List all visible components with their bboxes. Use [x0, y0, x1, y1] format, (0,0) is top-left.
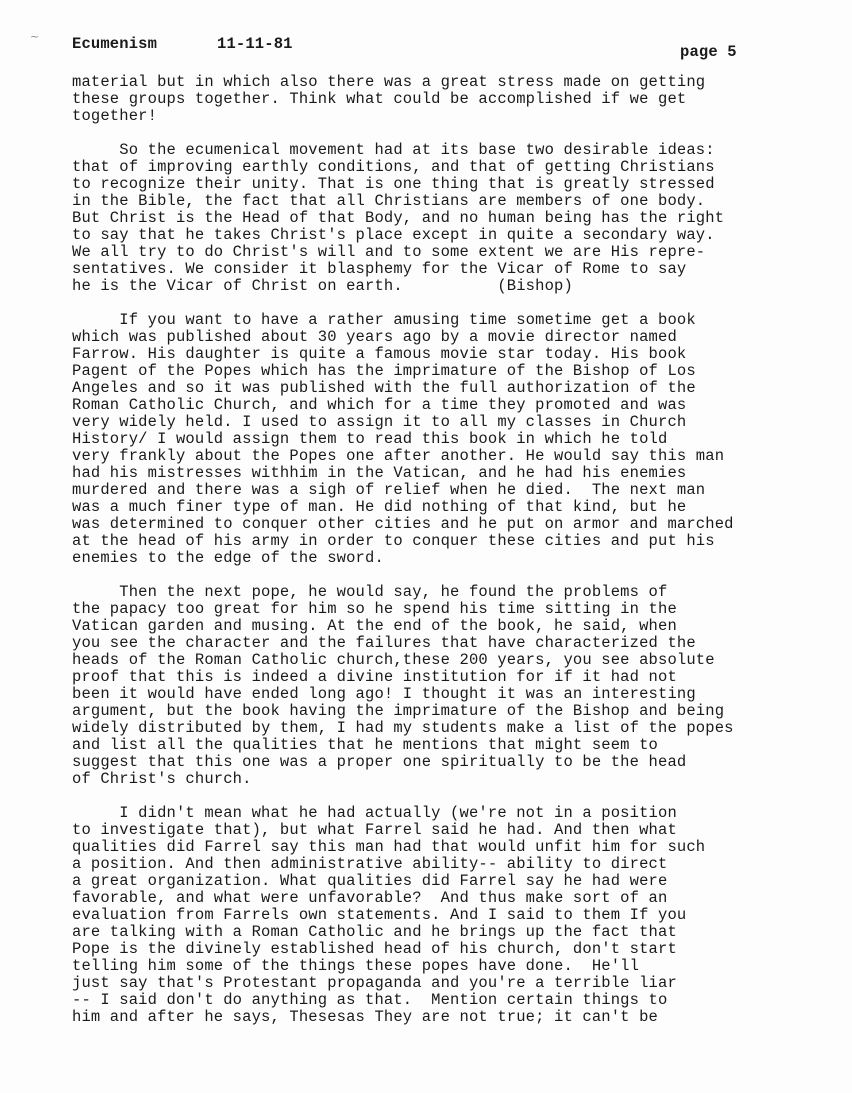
text-line: was a much finer type of man. He did nothing of that kind, but he: [72, 498, 687, 516]
text-line: sentatives. We consider it blasphemy for the Vicar of Rome to say: [72, 260, 687, 278]
text-line: enemies to the edge of the sword.: [72, 549, 384, 567]
text-line: together!: [72, 107, 158, 125]
text-line: had his mistresses withhim in the Vatican, and he had his enemies: [72, 464, 687, 482]
text-line: Vatican garden and musing. At the end of the book, he said, when: [72, 617, 677, 635]
page-number: page 5: [680, 43, 737, 61]
text-line: qualities did Farrel say this man had that would unfit him for such: [72, 838, 706, 856]
text-line: Then the next pope, he would say, he found the problems of: [72, 583, 668, 601]
text-line: Pagent of the Popes which has the imprimature of the Bishop of Los: [72, 362, 696, 380]
text-line: telling him some of the things these popes have done. He'll: [72, 957, 640, 975]
document-body: [72, 74, 812, 1043]
text-line: to recognize their unity. That is one thing that is greatly stressed: [72, 175, 715, 193]
text-line: I didn't mean what he had actually (we're not in a position: [72, 804, 677, 822]
text-line: murdered and there was a sigh of relief when he died. The next man: [72, 481, 706, 499]
text-line: and list all the qualities that he mentions that might seem to: [72, 736, 658, 754]
text-line: of Christ's church.: [72, 770, 252, 788]
text-line: heads of the Roman Catholic church,these 200 years, you see absolute: [72, 651, 715, 669]
paragraph: [72, 312, 812, 567]
paragraph: [72, 805, 812, 1026]
text-line: But Christ is the Head of that Body, and no human being has the right: [72, 209, 725, 227]
text-line: very widely held. I used to assign it to all my classes in Church: [72, 413, 687, 431]
text-line: you see the character and the failures that have characterized the: [72, 634, 696, 652]
text-line: -- I said don't do anything as that. Mention certain things to: [72, 991, 668, 1009]
text-line: Angeles and so it was published with the full authorization of the: [72, 379, 696, 397]
text-line: very frankly about the Popes one after another. He would say this man: [72, 447, 725, 465]
text-line: If you want to have a rather amusing time sometime get a book: [72, 311, 696, 329]
text-line: the papacy too great for him so he spend his time sitting in the: [72, 600, 677, 618]
paragraph: [72, 584, 812, 788]
text-line: just say that's Protestant propaganda and you're a terrible liar: [72, 974, 677, 992]
text-line: these groups together. Think what could be accomplished if we get: [72, 90, 687, 108]
text-line: evaluation from Farrels own statements. And I said to them If you: [72, 906, 687, 924]
paragraph: [72, 74, 812, 125]
text-line: was determined to conquer other cities and he put on armor and marched: [72, 515, 734, 533]
text-line: Pope is the divinely established head of his church, don't start: [72, 940, 677, 958]
text-line: in the Bible, the fact that all Christians are members of one body.: [72, 192, 706, 210]
text-line: been it would have ended long ago! I thought it was an interesting: [72, 685, 696, 703]
header-date: 11-11-81: [217, 35, 293, 53]
text-line: widely distributed by them, I had my students make a list of the popes: [72, 719, 734, 737]
text-line: to investigate that), but what Farrel said he had. And then what: [72, 821, 677, 839]
text-line: that of improving earthly conditions, and that of getting Christians: [72, 158, 715, 176]
text-line: to say that he takes Christ's place except in quite a secondary way.: [72, 226, 715, 244]
text-line: Farrow. His daughter is quite a famous movie star today. His book: [72, 345, 687, 363]
text-line: a position. And then administrative ability-- ability to direct: [72, 855, 668, 873]
margin-mark-icon: ~: [30, 30, 40, 43]
paragraph: [72, 142, 812, 295]
text-line: argument, but the book having the imprimature of the Bishop and being: [72, 702, 725, 720]
text-line: at the head of his army in order to conquer these cities and put his: [72, 532, 715, 550]
page-header: [72, 35, 772, 61]
text-line: History/ I would assign them to read this book in which he told: [72, 430, 668, 448]
text-line: are talking with a Roman Catholic and he brings up the fact that: [72, 923, 677, 941]
text-line: proof that this is indeed a divine institution for if it had not: [72, 668, 677, 686]
text-line: he is the Vicar of Christ on earth. (Bishop): [72, 277, 573, 295]
text-line: which was published about 30 years ago by a movie director named: [72, 328, 677, 346]
text-line: him and after he says, Thesesas They are not true; it can't be: [72, 1008, 658, 1026]
text-line: favorable, and what were unfavorable? And thus make sort of an: [72, 889, 668, 907]
text-line: Roman Catholic Church, and which for a time they promoted and was: [72, 396, 687, 414]
text-line: a great organization. What qualities did Farrel say he had were: [72, 872, 668, 890]
text-line: material but in which also there was a great stress made on getting: [72, 73, 706, 91]
text-line: So the ecumenical movement had at its base two desirable ideas:: [72, 141, 715, 159]
text-line: suggest that this one was a proper one spiritually to be the head: [72, 753, 687, 771]
header-title: Ecumenism: [72, 35, 158, 53]
text-line: We all try to do Christ's will and to some extent we are His repre-: [72, 243, 706, 261]
